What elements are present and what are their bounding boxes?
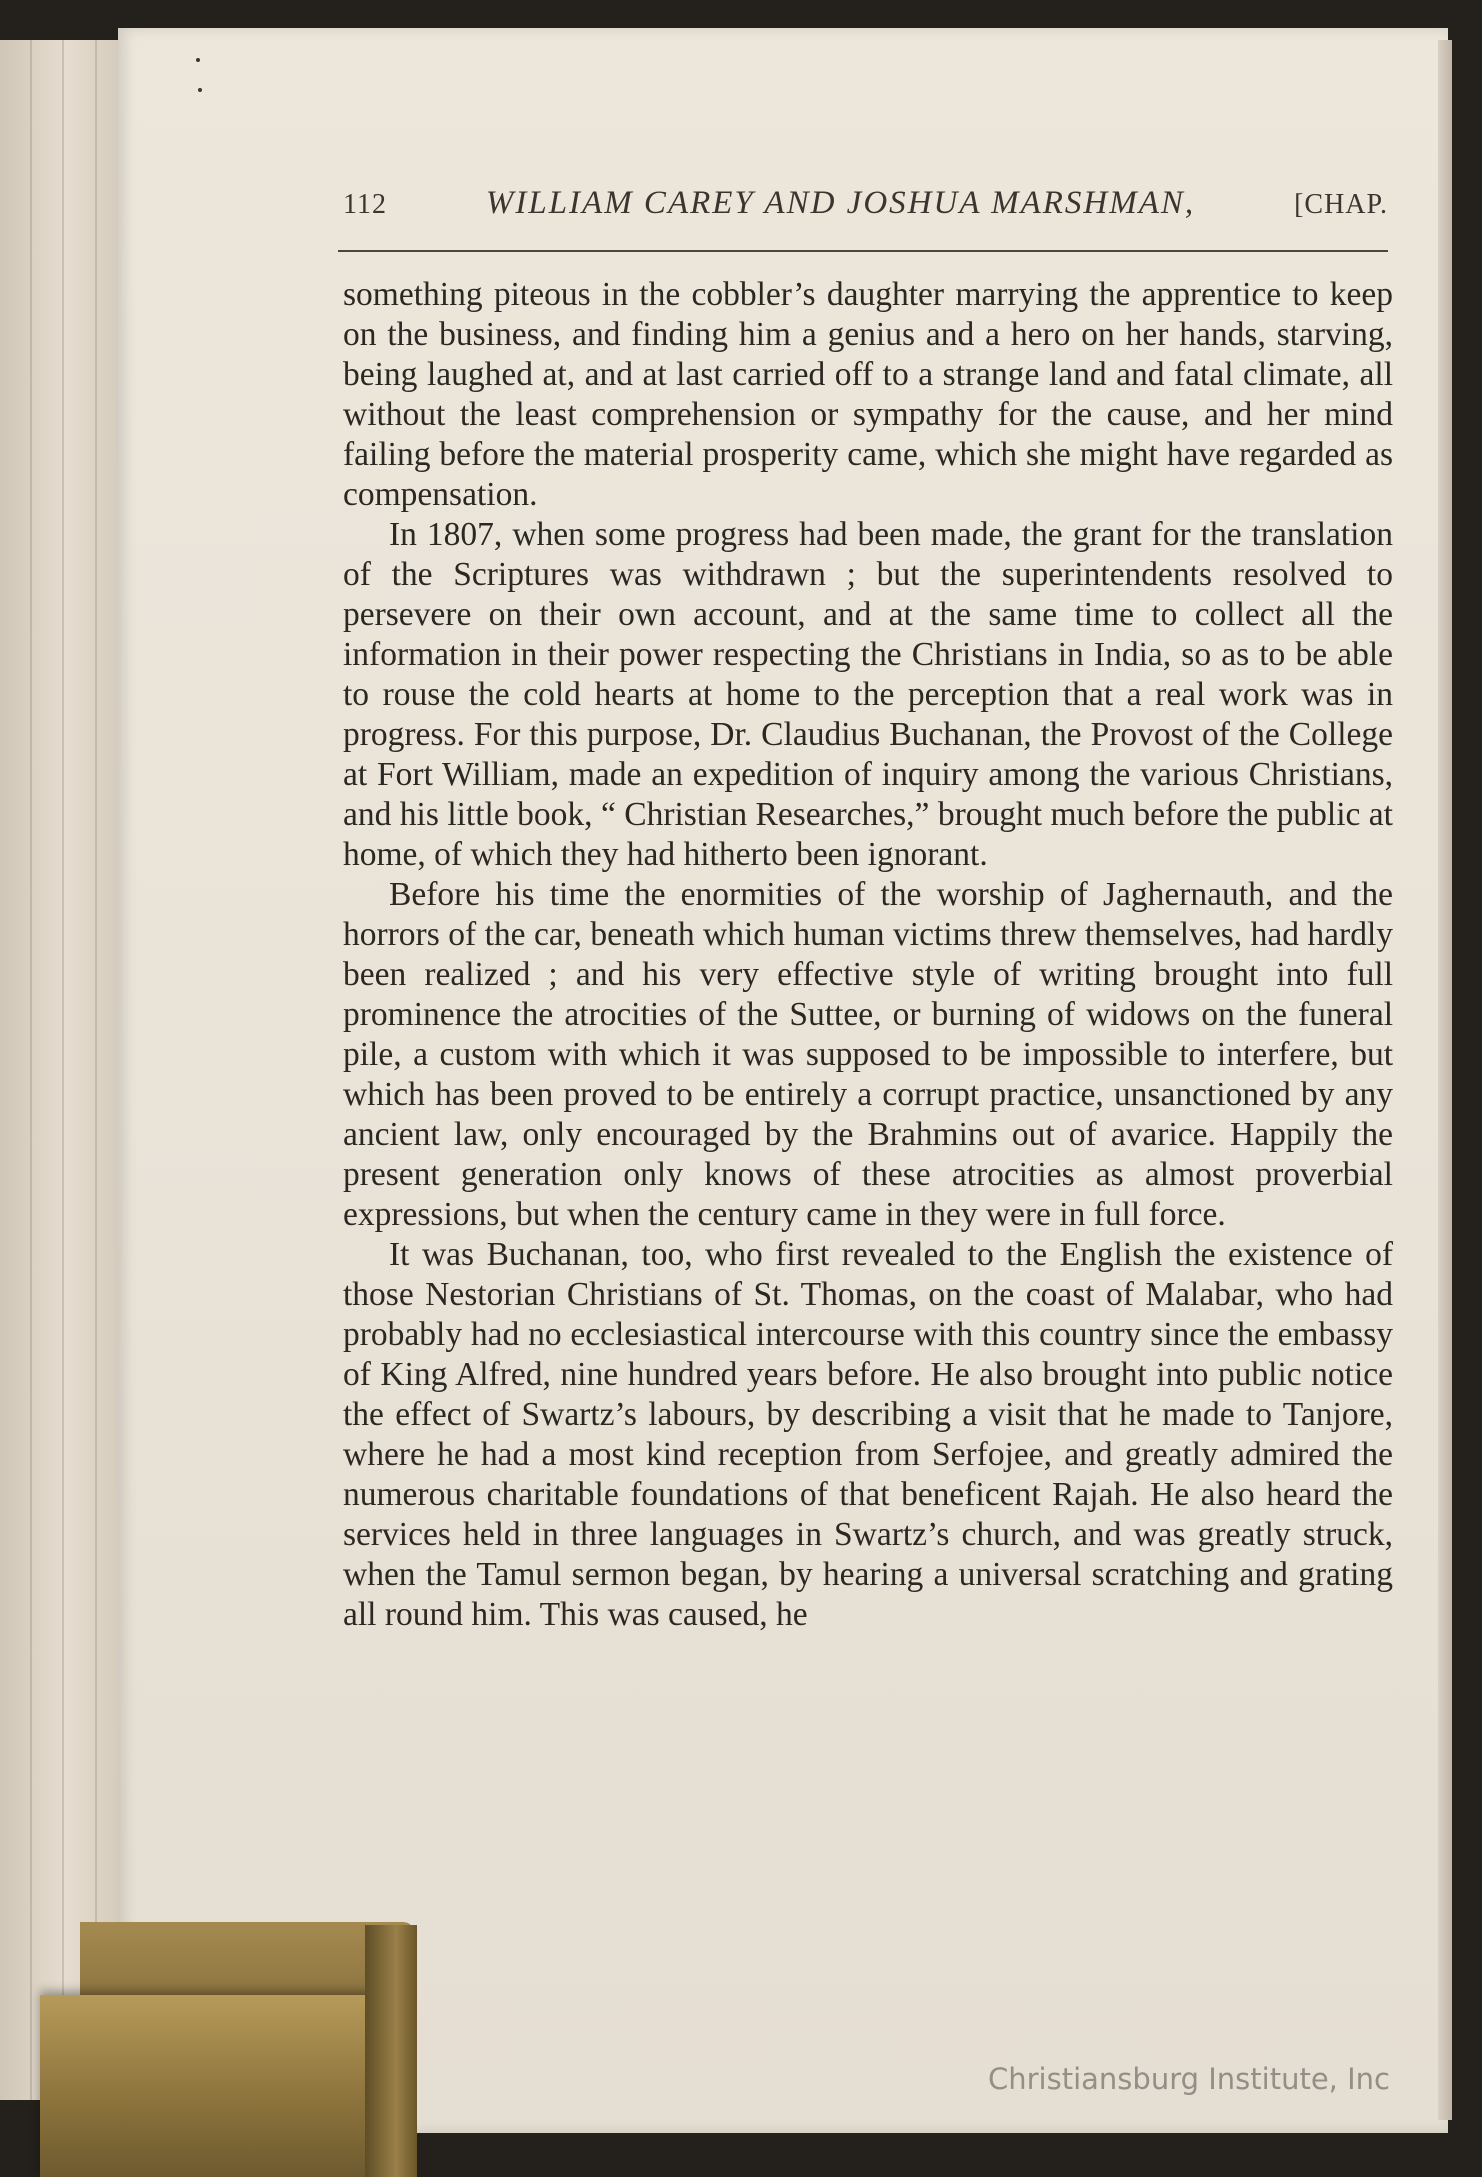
paragraph-2: In 1807, when some progress had been made, the grant for the translation of the Scriptures was withdrawn ; but the superintendents resolved to persevere on their own account, and at the same time to collect all the information in their power respecting the Christians in India, so as to be able to rouse the cold hearts at home to the perception that a real work was in progress. For this purpose, Dr. Claudius Buchanan, the Provost of the College at Fort William, made an expedition of inquiry among the various Christians, and his little book, “ Christian Researches,” brought much before the public at home, of which they had hitherto been ignorant.: [343, 516, 1393, 873]
book-clip: [40, 1995, 380, 2177]
header-rule: [338, 250, 1388, 252]
body-text: [343, 275, 1393, 1635]
page-number: 112: [343, 189, 387, 220]
paragraph-1: something piteous in the cobbler’s daughter marrying the apprentice to keep on the business, and finding him a genius and a hero on her hands, starving, being laughed at, and at last carried off to a strange land and fatal climate, all without the least comprehension or sympathy for the cause, and her mind failing before the material prosperity came, which she might have regarded as compensation.: [343, 276, 1393, 513]
page-right-edge: [1438, 40, 1452, 2120]
paragraph-4: It was Buchanan, too, who first revealed to the English the existence of those Nestorian Christians of St. Thomas, on the coast of Malabar, who had probably had no ecclesiastical intercourse with this country since the embassy of King Alfred, nine hundred years before. He also brought into public notice the effect of Swartz’s labours, by describing a visit that he made to Tanjore, where he had a most kind reception from Serfojee, and greatly admired the numerous charitable foundations of that beneficent Rajah. He also heard the services held in three languages in Swartz’s church, and was greatly struck, when the Tamul sermon began, by hearing a universal scratching and grating all round him. This was caused, he: [343, 1236, 1393, 1633]
chapter-marker: [CHAP.: [1294, 189, 1388, 220]
running-head: [343, 185, 1388, 222]
watermark: Christiansburg Institute, Inc: [988, 2062, 1390, 2096]
paragraph-3: Before his time the enormities of the worship of Jaghernauth, and the horrors of the car, beneath which human victims threw themselves, had hardly been realized ; and his very effective style of writing brought into full prominence the atrocities of the Suttee, or burning of widows on the funeral pile, a custom with which it was supposed to be impossible to interfere, but which has been proved to be entirely a corrupt practice, unsanctioned by any ancient law, only encouraged by the Brahmins out of avarice. Happily the present generation only knows of these atrocities as almost proverbial expressions, but when the century came in they were in full force.: [343, 876, 1393, 1233]
running-title: WILLIAM CAREY AND JOSHUA MARSHMAN,: [485, 185, 1196, 221]
book-clip-slot: [365, 1925, 417, 2177]
